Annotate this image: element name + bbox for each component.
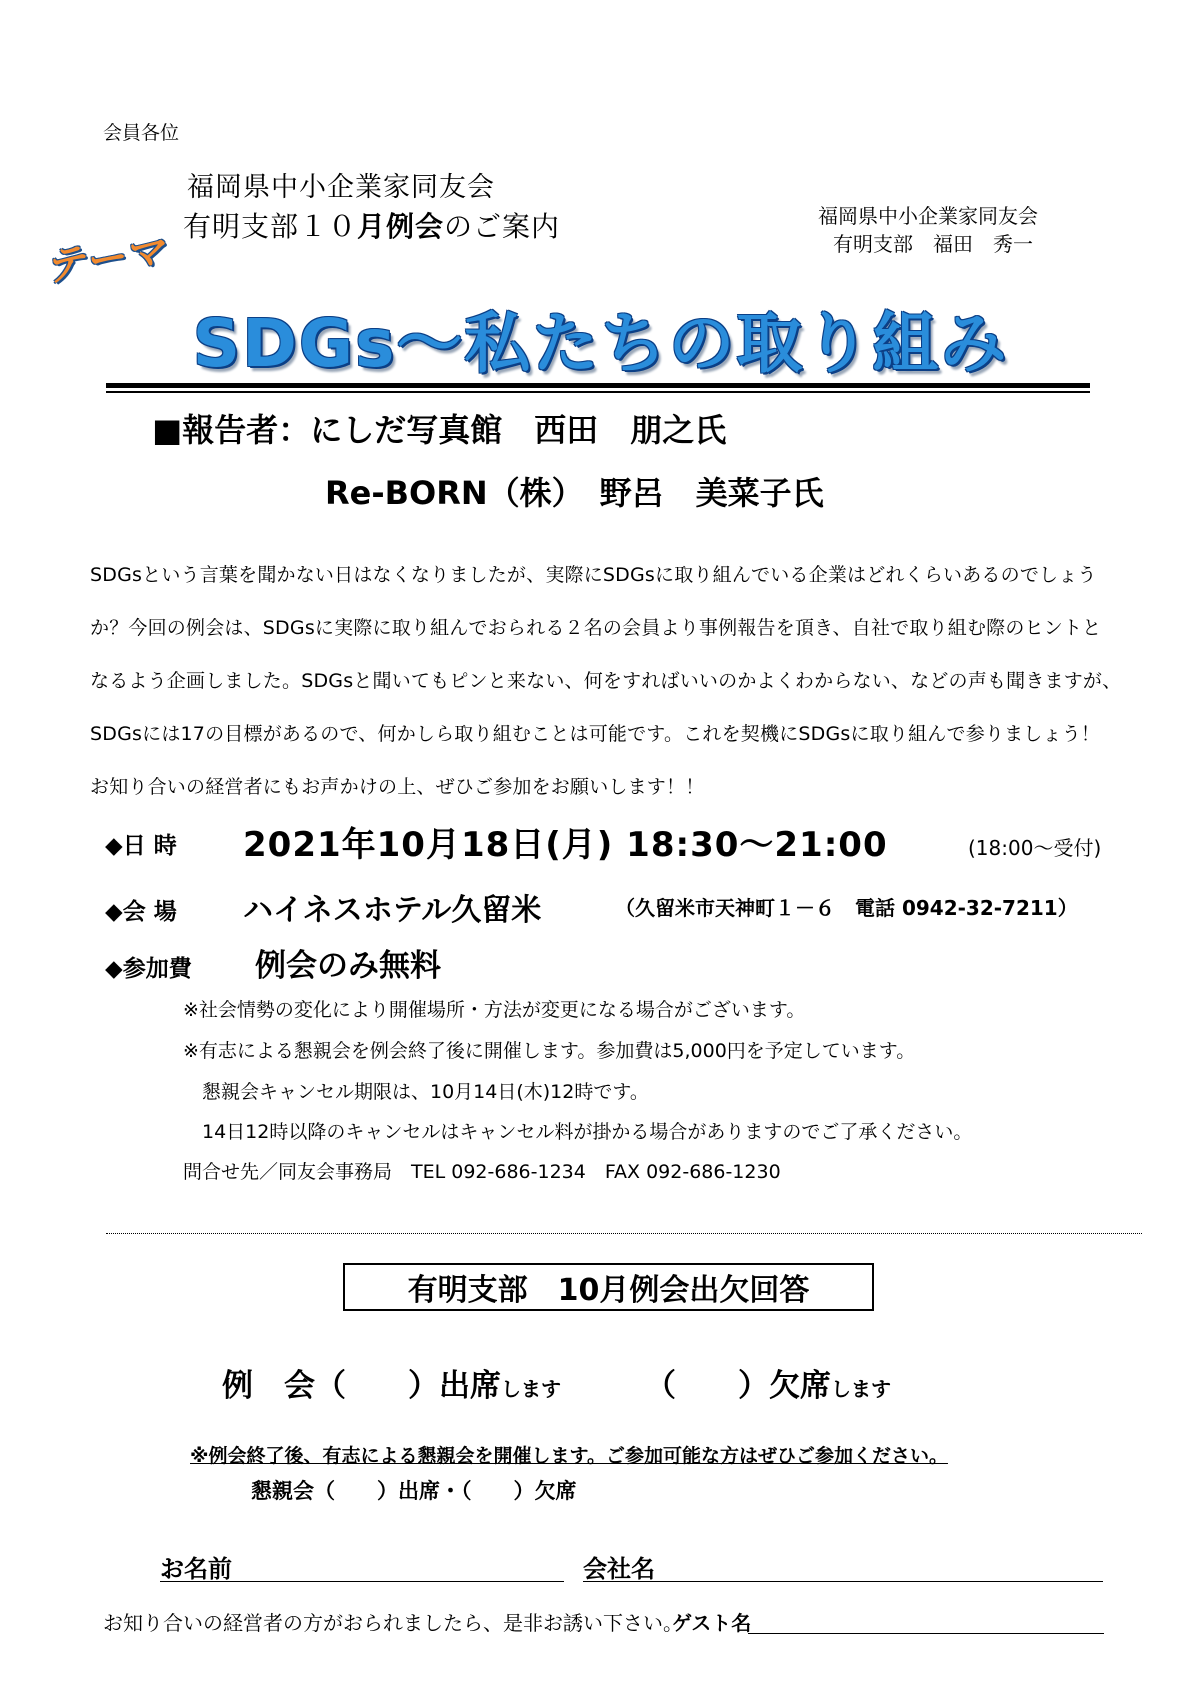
note-item: 14日12時以降のキャンセルはキャンセル料が掛かる場合がありますのでご了承ください。 [202,1121,973,1143]
venue-label: ◆会 場 [105,899,177,925]
reply-form-title [343,1263,874,1311]
title-rule-thin [106,391,1090,393]
body-paragraph-line: SDGsという言葉を聞かない日はなくなりましたが、実際にSDGsに取り組んでいる企業はどれくらいあるのでしょう [90,564,1097,586]
afterparty-attendance-row[interactable]: 懇親会（ ）出席・（ ）欠席 [251,1479,577,1503]
body-paragraph-line: か？今回の例会は、SDGsに実際に取り組んでおられる２名の会員より事例報告を頂き、自社で取り組む際のヒントと [90,617,1102,639]
sender-name: 有明支部 福田 秀一 [833,232,1033,256]
guest-name-label: ゲスト名 [672,1611,752,1635]
cut-line-separator [106,1233,1142,1234]
reporter-line-1: ■報告者：にしだ写真館 西田 朋之氏 [152,411,727,449]
venue-value: ハイネスホテル久留米 [243,893,542,928]
organizer-line: 福岡県中小企業家同友会 [187,172,495,203]
company-field-label: 会社名 [583,1555,655,1583]
event-line [183,205,560,245]
main-title: SDGs～私たちの取り組み [192,305,1009,382]
meeting-attendance-row[interactable] [222,1360,891,1405]
fee-label: ◆参加費 [105,956,192,982]
contact-info: 問合せ先／同友会事務局 TEL 092-686-1234 FAX 092-686-1230 [183,1161,781,1183]
reporter-line-2: Re-BORN（株） 野呂 美菜子氏 [325,474,824,512]
body-paragraph-line: なるよう企画しました。SDGsと聞いてもピンと来ない、何をすればいいのかよくわからない、などの声も聞きますが、 [90,670,1122,692]
event-line-suffix: のご案内 [444,210,561,243]
fee-value: 例会のみ無料 [255,948,441,984]
sender-organization: 福岡県中小企業家同友会 [818,204,1038,228]
body-paragraph-line: お知り合いの経営者にもお声かけの上、ぜひご参加をお願いします！！ [90,776,705,798]
meeting-absent-option[interactable]: （ ）欠席 [645,1368,831,1404]
note-item: ※有志による懇親会を例会終了後に開催します。参加費は5,000円を予定しています。 [183,1040,916,1062]
event-line-bold: 月例会 [357,210,445,243]
meeting-absent-suffix: します [831,1377,891,1401]
title-rule-thick [106,383,1090,388]
note-item: 懇親会キャンセル期限は、10月14日(木)12時です。 [202,1081,649,1103]
theme-badge: テーマ [41,228,168,292]
venue-address: （久留米市天神町１－６ 電話 0942-32-7211） [615,896,1078,920]
company-field-line[interactable] [583,1581,1103,1582]
guest-invitation-text: お知り合いの経営者の方がおられましたら、是非お誘い下さい。 [103,1611,683,1635]
meeting-attend-option[interactable]: 例 会（ ）出席 [222,1368,501,1404]
name-field-label: お名前 [160,1555,232,1583]
name-field-line[interactable] [160,1581,564,1582]
datetime-label: ◆日 時 [105,833,177,859]
addressee: 会員各位 [103,122,180,144]
meeting-attend-suffix: します [501,1377,561,1401]
guest-name-line[interactable] [748,1633,1104,1634]
reception-time-note: (18:00～受付) [968,836,1102,860]
body-paragraph-line: SDGsには17の目標があるので、何かしら取り組むことは可能です。これを契機にSDGsに取り組んで参りましょう！ [90,723,1101,745]
afterparty-notice: ※例会終了後、有志による懇親会を開催します。ご参加可能な方はぜひご参加ください。 [190,1445,948,1467]
reply-form-title-text: 有明支部 10月例会出欠回答 [407,1273,810,1308]
datetime-value: 2021年10月18日(月) 18:30～21:00 [243,825,888,865]
event-line-prefix: 有明支部１０ [183,210,358,243]
note-item: ※社会情勢の変化により開催場所・方法が変更になる場合がございます。 [183,999,806,1021]
